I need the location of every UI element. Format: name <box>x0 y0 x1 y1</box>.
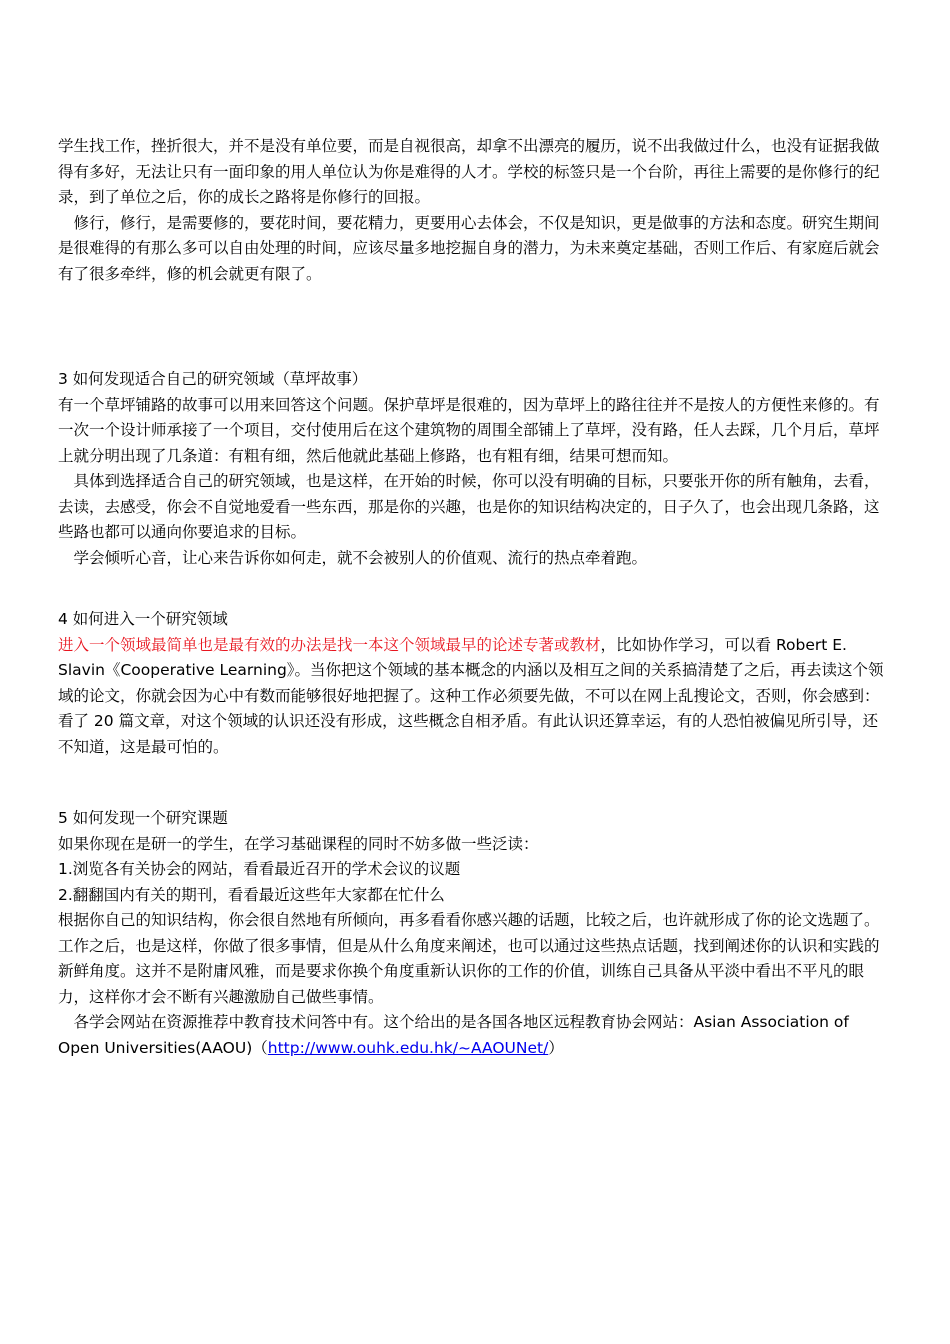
list-item-2: 2.翻翻国内有关的期刊，看看最近这些年大家都在忙什么 <box>58 885 445 904</box>
closing-paren: ） <box>548 1038 564 1057</box>
spacer <box>58 571 892 607</box>
section-4-heading: 4 如何进入一个研究领域 <box>58 610 228 628</box>
intro-paragraph-2: 修行，修行，是需要修的，要花时间，要花精力，更要用心去体会，不仅是知识，更是做事的方法和态度。研究生期间是很难得的有那么多可以自由处理的时间，应该尽量多地挖掘自身的潜力，为未来奠定基础，否则工作后、有家庭后就会有了很多牵绊，修的机会就更有限了。 <box>58 213 880 283</box>
section-4-highlight: 进入一个领域最简单也是最有效的办法是找一本这个领域最早的论述专著或教材 <box>58 635 601 654</box>
section-3-paragraph-2: 具体到选择适合自己的研究领域，也是这样，在开始的时候，你可以没有明确的目标，只要张开你的所有触角，去看，去读，去感受，你会不自觉地爱看一些东西，那是你的兴趣，也是你的知识结构决定的，日子久了，也会出现几条路，这些路也都可以通向你要追求的目标。 <box>58 472 880 541</box>
spacer <box>58 287 892 367</box>
section-3-paragraph-3: 学会倾听心音，让心来告诉你如何走，就不会被别人的价值观、流行的热点牵着跑。 <box>73 548 648 567</box>
aaou-website-link[interactable]: http://www.ouhk.edu.hk/~AAOUNet/ <box>267 1038 549 1057</box>
section-5-paragraph-1: 如果你现在是研一的学生，在学习基础课程的同时不妨多做一些泛读： <box>58 834 539 853</box>
section-5-heading: 5 如何发现一个研究课题 <box>58 809 228 827</box>
section-4-body: ，比如协作学习，可以看 Robert E. Slavin《Cooperative Learning》。当你把这个领域的基本概念的内涵以及相互之间的关系搞清楚了之后，再去读这个领域的论文，你就会因为心中有数而能够很好地把握了。这种工作必须要先做，不可以在网上乱搜论文，否则，你会感到：看了 20 篇文章，对这个领域的认识还没有形成，这些概念自相矛盾。有此认识还算幸运，有的人恐怕被偏见所引导，还不知道，这是最可怕的。 <box>58 635 884 756</box>
spacer <box>58 760 892 806</box>
section-5-paragraph-3 <box>58 1010 892 1061</box>
intro-paragraph-1: 学生找工作，挫折很大，并不是没有单位要，而是自视很高，却拿不出漂亮的履历，说不出我做过什么，也没有证据我做得有多好，无法让只有一面印象的用人单位认为你是难得的人才。学校的标签只是一个台阶，再往上需要的是你修行的纪录，到了单位之后，你的成长之路将是你修行的回报。 <box>58 137 880 206</box>
list-item-1: 1.浏览各有关协会的网站，看看最近召开的学术会议的议题 <box>58 860 461 878</box>
section-4-paragraph-1 <box>58 633 892 761</box>
document-page <box>58 134 892 1061</box>
section-3-heading: 3 如何发现适合自己的研究领域（草坪故事） <box>58 370 368 388</box>
section-5-paragraph-3-text: 各学会网站在资源推荐中教育技术问答中有。这个给出的是各国各地区远程教育协会网站：Asian Association of Open Universities(AAOU)（ <box>58 1013 849 1057</box>
section-3-paragraph-1: 有一个草坪铺路的故事可以用来回答这个问题。保护草坪是很难的，因为草坪上的路往往并不是按人的方便性来修的。有一次一个设计师承接了一个项目，交付使用后在这个建筑物的周围全部铺上了草坪，没有路，任人去踩，几个月后，草坪上就分明出现了几条道：有粗有细，然后他就此基础上修路，也有粗有细，结果可想而知。 <box>58 395 880 465</box>
section-5-paragraph-2: 根据你自己的知识结构，你会很自然地有所倾向，再多看看你感兴趣的话题，比较之后，也许就形成了你的论文选题了。工作之后，也是这样，你做了很多事情，但是从什么角度来阐述，也可以通过这些热点话题，找到阐述你的认识和实践的新鲜角度。这并不是附庸风雅，而是要求你换个角度重新认识你的工作的价值，训练自己具备从平淡中看出不平凡的眼力，这样你才会不断有兴趣激励自己做些事情。 <box>58 911 880 1006</box>
